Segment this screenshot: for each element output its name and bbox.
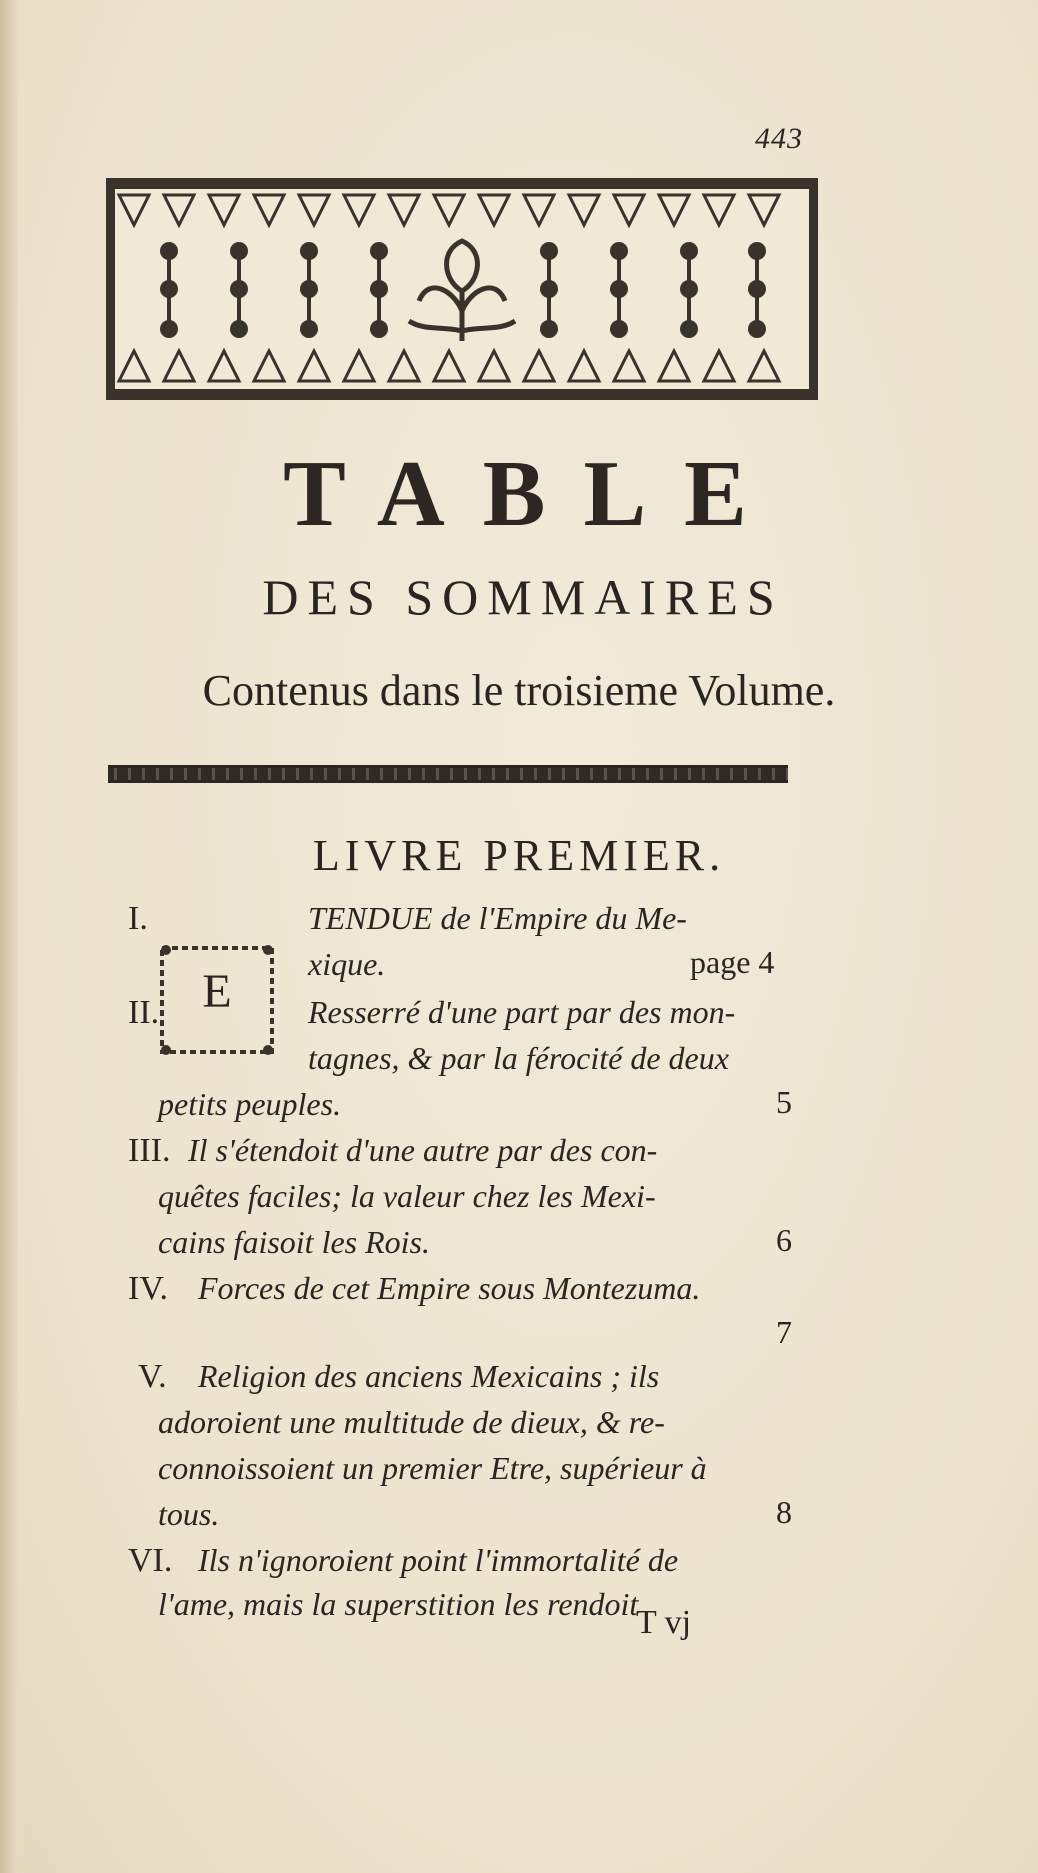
page-title: TABLE — [283, 442, 785, 546]
entry-3-line-2: quêtes faciles; la valeur chez les Mexi- — [158, 1178, 656, 1214]
entry-4-line-1: Forces de cet Empire sous Montezuma. — [198, 1270, 701, 1306]
entry-6-line-1: Ils n'ignoroient point l'immortalité de — [198, 1542, 679, 1578]
signature-mark: T vj — [636, 1604, 692, 1641]
entry-3-number: III. — [128, 1132, 171, 1169]
entry-3-page: 6 — [776, 1222, 792, 1258]
entry-3-line-1: Il s'étendoit d'une autre par des con- — [188, 1132, 658, 1168]
entry-2-number: II. — [128, 994, 160, 1031]
entry-5-number: V. — [138, 1358, 167, 1395]
dropcap-ornament — [152, 936, 282, 1064]
entry-1-page: page 4 — [690, 944, 775, 980]
entry-5-page: 8 — [776, 1494, 792, 1530]
entry-6-number: VI. — [128, 1542, 173, 1579]
entry-1-line-1: TENDUE de l'Empire du Me- — [308, 900, 687, 936]
dropcap-letter: E — [202, 965, 232, 1018]
entry-2-page: 5 — [776, 1084, 792, 1120]
volume-caption: Contenus dans le troisieme Volume. — [202, 666, 836, 715]
entry-3-line-3: cains faisoit les Rois. — [158, 1224, 430, 1260]
divider-rule — [108, 765, 788, 783]
entry-1-line-2: xique. — [308, 946, 386, 982]
entry-5-line-4: tous. — [158, 1496, 220, 1532]
entry-6-line-2: l'ame, mais la superstition les rendoit — [158, 1586, 639, 1622]
entry-2-line-3: petits peuples. — [158, 1086, 342, 1122]
entry-4-page: 7 — [776, 1314, 792, 1350]
entry-4-number: IV. — [128, 1270, 168, 1307]
page-subtitle: DES SOMMAIRES — [262, 569, 784, 625]
decorative-header-band — [106, 178, 818, 400]
fleuron-pattern-icon — [109, 181, 815, 397]
page-number: 443 — [755, 122, 803, 155]
entry-5-line-1: Religion des anciens Mexicains ; ils — [198, 1358, 660, 1394]
entry-5-line-2: adoroient une multitude de dieux, & re- — [158, 1404, 665, 1440]
entry-1-number: I. — [128, 900, 148, 937]
entry-2-line-1: Resserré d'une part par des mon- — [308, 994, 736, 1030]
entry-2-line-2: tagnes, & par la férocité de deux — [308, 1040, 729, 1076]
book-heading: LIVRE PREMIER. — [312, 831, 726, 880]
entry-5-line-3: connoissoient un premier Etre, supérieur à — [158, 1450, 707, 1486]
page-spine-edge — [0, 0, 18, 1873]
